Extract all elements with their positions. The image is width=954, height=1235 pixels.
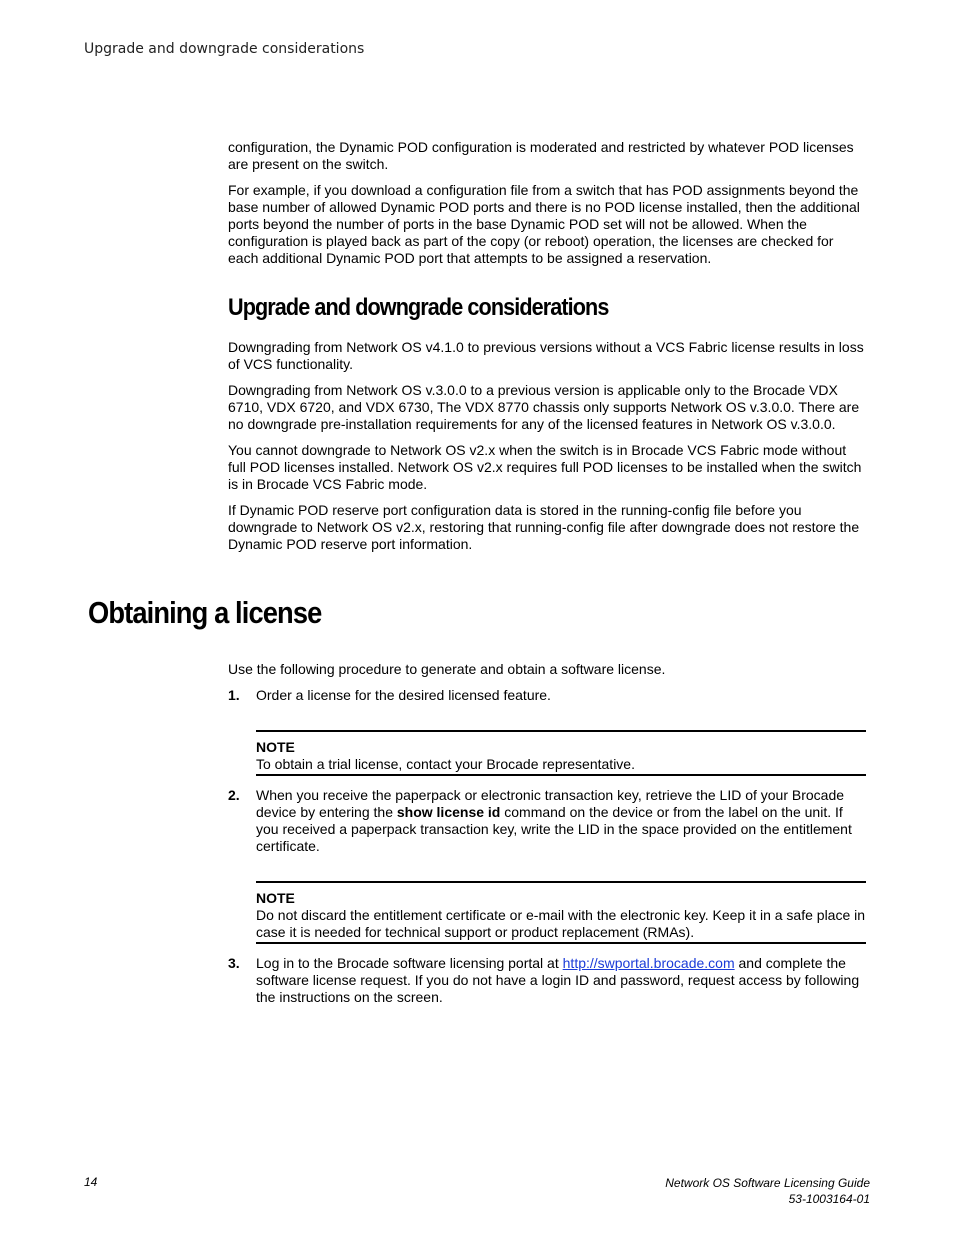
note-entitlement-certificate <box>256 881 866 944</box>
intro-paragraph-2: For example, if you download a configuration file from a switch that has POD assignments beyond the base number of allowed Dynamic POD ports and there is no POD license installed, then the additional ports beyond the number of ports in the base Dynamic POD set will not be allowed. When the configuration is played back as part of the copy (or reboot) operation, the licenses are checked for each additional Dynamic POD port that attempts to be assigned a reservation. <box>228 182 860 266</box>
doc-number: 53-1003164-01 <box>788 1192 870 1206</box>
guide-title: Network OS Software Licensing Guide <box>665 1176 870 1190</box>
upgrade-paragraph-2: Downgrading from Network OS v.3.0.0 to a previous version is applicable only to the Brocade VDX 6710, VDX 6720, and VDX 6730, The VDX 8770 chassis only supports Network OS v.3.0.0. There are no downgrade pre-installation requirements for any of the licensed features in Network OS v.3.0.0. <box>228 382 860 432</box>
step-2-text-after: command on the device or from the label on the unit. If you received a paperpack transaction key, write the LID in the space provided on the entitlement certificate. <box>256 804 852 854</box>
upper-content <box>228 139 866 562</box>
note-2-text: Do not discard the entitlement certificate or e-mail with the electronic key. Keep it in a safe place in case it is needed for technical support or product replacement (RMAs). <box>256 907 866 940</box>
intro-paragraph-1: configuration, the Dynamic POD configuration is moderated and restricted by whatever POD licenses are present on the switch. <box>228 139 854 172</box>
step-3-text-before: Log in to the Brocade software licensing portal at <box>256 955 563 971</box>
upgrade-paragraph-3: You cannot downgrade to Network OS v2.x when the switch is in Brocade VCS Fabric mode without full POD licenses installed. Network OS v2.x requires full POD licenses to be installed when the switch is in Brocade VCS Fabric mode. <box>228 442 862 492</box>
note-1-label: NOTE <box>256 739 295 755</box>
note-trial-license <box>256 730 866 776</box>
page-number: 14 <box>84 1175 98 1189</box>
upgrade-paragraph-1: Downgrading from Network OS v4.1.0 to previous versions without a VCS Fabric license results in loss of VCS functionality. <box>228 339 864 372</box>
section-heading-obtain: Obtaining a license <box>88 595 322 630</box>
step-2-number: 2. <box>228 787 240 803</box>
section-heading-upgrade: Upgrade and downgrade considerations <box>228 294 609 321</box>
step-2-text-before: When you receive the paperpack or electronic transaction key, retrieve the LID of your Brocade device by entering the <box>256 787 845 820</box>
step-1-number: 1. <box>228 687 240 703</box>
step-1-text: Order a license for the desired licensed feature. <box>256 687 551 703</box>
step-3-text-after: and complete the software license request. If you do not have a login ID and password, request access by following the instructions on the screen. <box>256 955 860 1005</box>
show-license-id-command: show license id <box>396 804 501 820</box>
upgrade-paragraph-4: If Dynamic POD reserve port configuration data is stored in the running-config file before you downgrade to Network OS v2.x, restoring that running-config file after downgrade does not restore the Dynamic POD reserve port information. <box>228 502 860 552</box>
step-2 <box>228 787 866 855</box>
running-header: Upgrade and downgrade considerations <box>84 41 365 57</box>
note-1-text: To obtain a trial license, contact your Brocade representative. <box>256 756 635 772</box>
step-1 <box>228 687 866 704</box>
note-2-label: NOTE <box>256 890 295 906</box>
footer-info <box>665 1175 870 1207</box>
step-3 <box>228 955 866 1006</box>
obtain-content <box>228 661 866 1014</box>
swportal-link[interactable]: http://swportal.brocade.com <box>562 955 735 971</box>
step-3-number: 3. <box>228 955 240 971</box>
obtain-intro: Use the following procedure to generate and obtain a software license. <box>228 661 666 677</box>
